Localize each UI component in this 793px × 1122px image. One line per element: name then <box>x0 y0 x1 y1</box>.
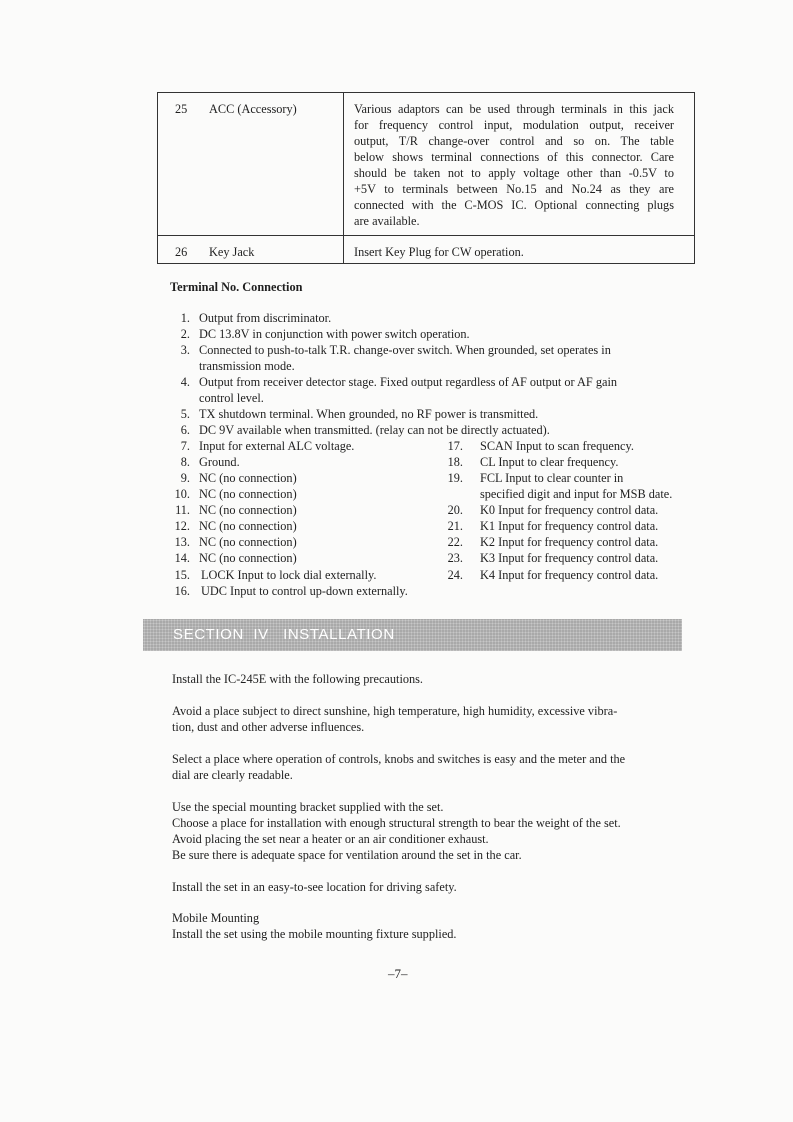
term-text: Output from receiver detector stage. Fixed output regardless of AF output or AF gain <box>199 375 618 389</box>
row-25-desc-line: +5V to terminals between No.15 and No.24 as they are <box>354 182 674 196</box>
term-text-cont: control level. <box>199 391 264 405</box>
paragraph: Avoid a place subject to direct sunshine, high temperature, high humidity, excessive vibra- <box>172 704 618 718</box>
row-25-desc-line: Various adaptors can be used through terminals in this jack <box>354 102 674 116</box>
term-text: NC (no connection) <box>199 551 297 565</box>
page-number: –7– <box>388 966 408 981</box>
term-text: K1 Input for frequency control data. <box>480 519 659 533</box>
term-num: 23. <box>447 551 463 565</box>
term-text: NC (no connection) <box>199 519 297 533</box>
table-column-divider <box>343 93 344 263</box>
section-header-bar <box>143 619 682 651</box>
row-26-number: 26 <box>175 245 188 259</box>
term-num: 6. <box>180 423 190 437</box>
term-num: 7. <box>180 439 190 453</box>
term-text: K0 Input for frequency control data. <box>480 503 659 517</box>
section-title: SECTION IV INSTALLATION <box>173 626 395 643</box>
term-text: DC 9V available when transmitted. (relay can not be directly actuated). <box>199 423 550 437</box>
row-25-desc-line: should be taken not to apply voltage other than -0.5V to <box>354 166 674 180</box>
paragraph: dial are clearly readable. <box>172 768 293 782</box>
term-text: K3 Input for frequency control data. <box>480 551 659 565</box>
paragraph: Select a place where operation of controls, knobs and switches is easy and the meter and the <box>172 752 626 766</box>
term-text: K4 Input for frequency control data. <box>480 568 659 582</box>
term-num: 10. <box>174 487 190 501</box>
term-num: 14. <box>174 551 190 565</box>
terminal-heading: Terminal No. Connection <box>170 280 303 294</box>
term-num: 5. <box>180 407 190 421</box>
paragraph: Be sure there is adequate space for ventilation around the set in the car. <box>172 848 522 862</box>
subheading: Mobile Mounting <box>172 911 260 925</box>
paragraph: Install the IC-245E with the following precautions. <box>172 672 424 686</box>
row-25-desc-line: are available. <box>354 214 420 228</box>
row-25-desc-line: connected with the C-MOS IC. Optional connecting plugs <box>354 198 674 212</box>
term-num: 22. <box>447 535 463 549</box>
term-num: 18. <box>447 455 463 469</box>
row-26-desc-line: Insert Key Plug for CW operation. <box>354 245 524 259</box>
row-25-desc-line: output, T/R change-over control and so on. The table <box>354 134 674 148</box>
term-text: Ground. <box>199 455 240 469</box>
paragraph: Choose a place for installation with enough structural strength to bear the weight of the set. <box>172 816 621 830</box>
paragraph: Install the set in an easy-to-see location for driving safety. <box>172 880 457 894</box>
term-text-cont: specified digit and input for MSB date. <box>480 487 673 501</box>
term-num: 2. <box>180 327 190 341</box>
term-num: 11. <box>175 503 190 517</box>
paragraph: Use the special mounting bracket supplied with the set. <box>172 800 444 814</box>
term-text: DC 13.8V in conjunction with power switch operation. <box>199 327 470 341</box>
term-text: NC (no connection) <box>199 535 297 549</box>
paragraph: tion, dust and other adverse influences. <box>172 720 365 734</box>
term-num: 17. <box>447 439 463 453</box>
row-25-name: ACC (Accessory) <box>209 102 297 116</box>
term-text: FCL Input to clear counter in <box>480 471 624 485</box>
controls-table <box>157 92 695 264</box>
term-num: 16. <box>174 584 190 598</box>
paragraph: Avoid placing the set near a heater or an air conditioner exhaust. <box>172 832 489 846</box>
term-num: 12. <box>174 519 190 533</box>
term-text: K2 Input for frequency control data. <box>480 535 659 549</box>
term-text: SCAN Input to scan frequency. <box>480 439 634 453</box>
term-text: UDC Input to control up-down externally. <box>201 584 408 598</box>
term-num: 15. <box>174 568 190 582</box>
term-num: 1. <box>180 311 190 325</box>
term-num: 19. <box>447 471 463 485</box>
term-num: 9. <box>180 471 190 485</box>
term-text: NC (no connection) <box>199 503 297 517</box>
term-text: NC (no connection) <box>199 471 297 485</box>
term-num: 24. <box>447 568 463 582</box>
term-text: TX shutdown terminal. When grounded, no RF power is transmitted. <box>199 407 539 421</box>
paragraph: Install the set using the mobile mounting fixture supplied. <box>172 927 457 941</box>
row-25-number: 25 <box>175 102 188 116</box>
term-num: 4. <box>180 375 190 389</box>
term-num: 3. <box>180 343 190 357</box>
term-text-cont: transmission mode. <box>199 359 295 373</box>
term-num: 13. <box>174 535 190 549</box>
term-text: Connected to push-to-talk T.R. change-over switch. When grounded, set operates in <box>199 343 611 357</box>
term-text: NC (no connection) <box>199 487 297 501</box>
row-26-name: Key Jack <box>209 245 255 259</box>
term-text: CL Input to clear frequency. <box>480 455 619 469</box>
row-25-desc-line: below shows terminal connections of this connector. Care <box>354 150 674 164</box>
term-text: Output from discriminator. <box>199 311 332 325</box>
term-num: 21. <box>447 519 463 533</box>
term-num: 20. <box>447 503 463 517</box>
row-25-desc-line: for frequency control input, modulation output, receiver <box>354 118 674 132</box>
term-num: 8. <box>180 455 190 469</box>
term-text: Input for external ALC voltage. <box>199 439 355 453</box>
table-row-divider <box>158 235 694 236</box>
term-text: LOCK Input to lock dial externally. <box>201 568 377 582</box>
